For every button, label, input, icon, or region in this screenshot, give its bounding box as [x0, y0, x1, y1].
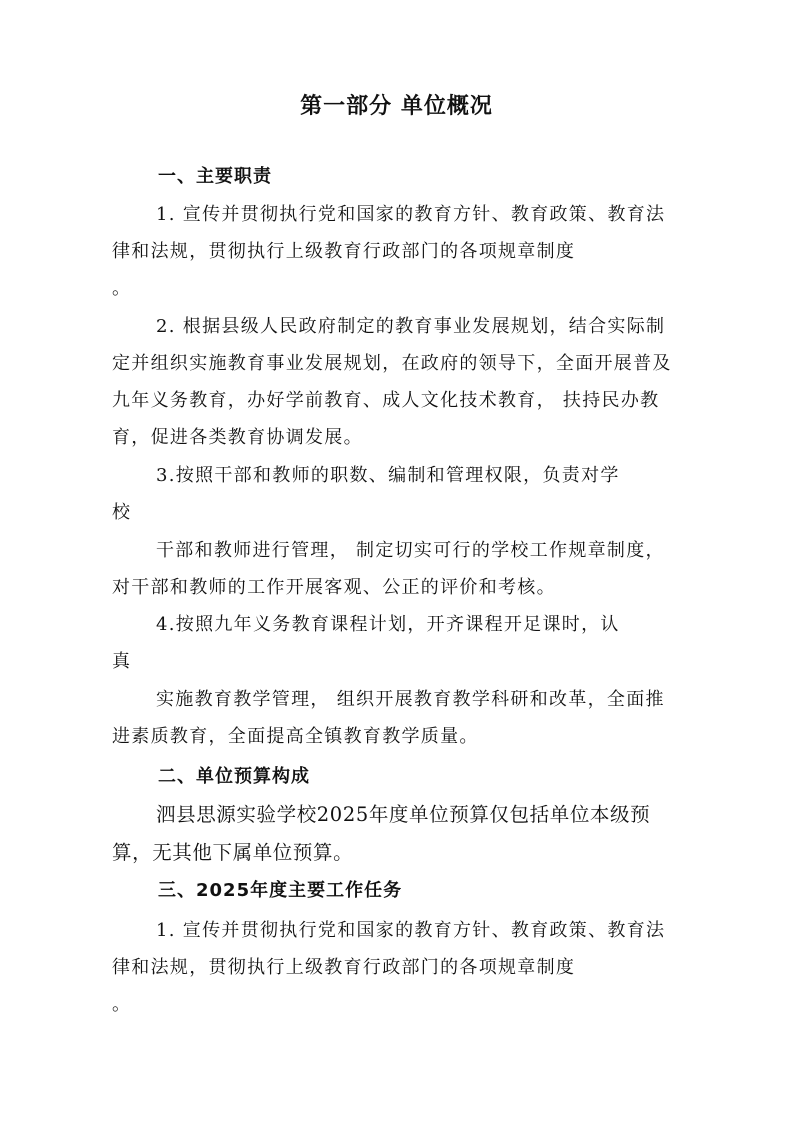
task-item-1-tail: 。 [112, 994, 132, 1015]
budget-composition-text: 泗县思源实验学校2025年度单位预算仅包括单位本级预算，无其他下属单位预算。 [112, 803, 651, 864]
duty-item-3-line1: 3.按照干部和教师的职数、编制和管理权限，负责对学 [156, 465, 620, 486]
section-heading-budget-composition: 二、单位预算构成 [158, 766, 310, 787]
duty-item-3-rest: 干部和教师进行管理， 制定切实可行的学校工作规章制度，对干部和教师的工作开展客观、公正的评价和考核。 [112, 540, 665, 598]
duty-item-1-tail: 。 [112, 278, 132, 299]
task-item-1: 1. 宣传并贯彻执行党和国家的教育方针、教育政策、教育法律和法规，贯彻执行上级教育行政部门的各项规章制度 [112, 920, 666, 978]
page-title: 第一部分 单位概况 [300, 94, 493, 119]
section-heading-main-duties: 一、主要职责 [158, 166, 272, 187]
section-heading-main-tasks: 三、2025年度主要工作任务 [158, 880, 403, 901]
duty-item-1: 1. 宣传并贯彻执行党和国家的教育方针、教育政策、教育法律和法规，贯彻执行上级教育行政部门的各项规章制度 [112, 204, 666, 262]
duty-item-4-line1: 4.按照九年义务教育课程计划，开齐课程开足课时，认 [156, 614, 620, 635]
duty-item-4-rest: 实施教育教学管理， 组织开展教育教学科研和改革，全面推进素质教育，全面提高全镇教育教学质量。 [112, 689, 665, 747]
duty-item-3-line2: 校 [112, 502, 132, 523]
duty-item-2: 2. 根据县级人民政府制定的教育事业发展规划，结合实际制定并组织实施教育事业发展规划，在政府的领导下，全面开展普及九年义务教育，办好学前教育、成人文化技术教育， 扶持民办教育，促进各类教育协调发展。 [112, 316, 672, 448]
duty-item-4-line2: 真 [112, 651, 132, 672]
